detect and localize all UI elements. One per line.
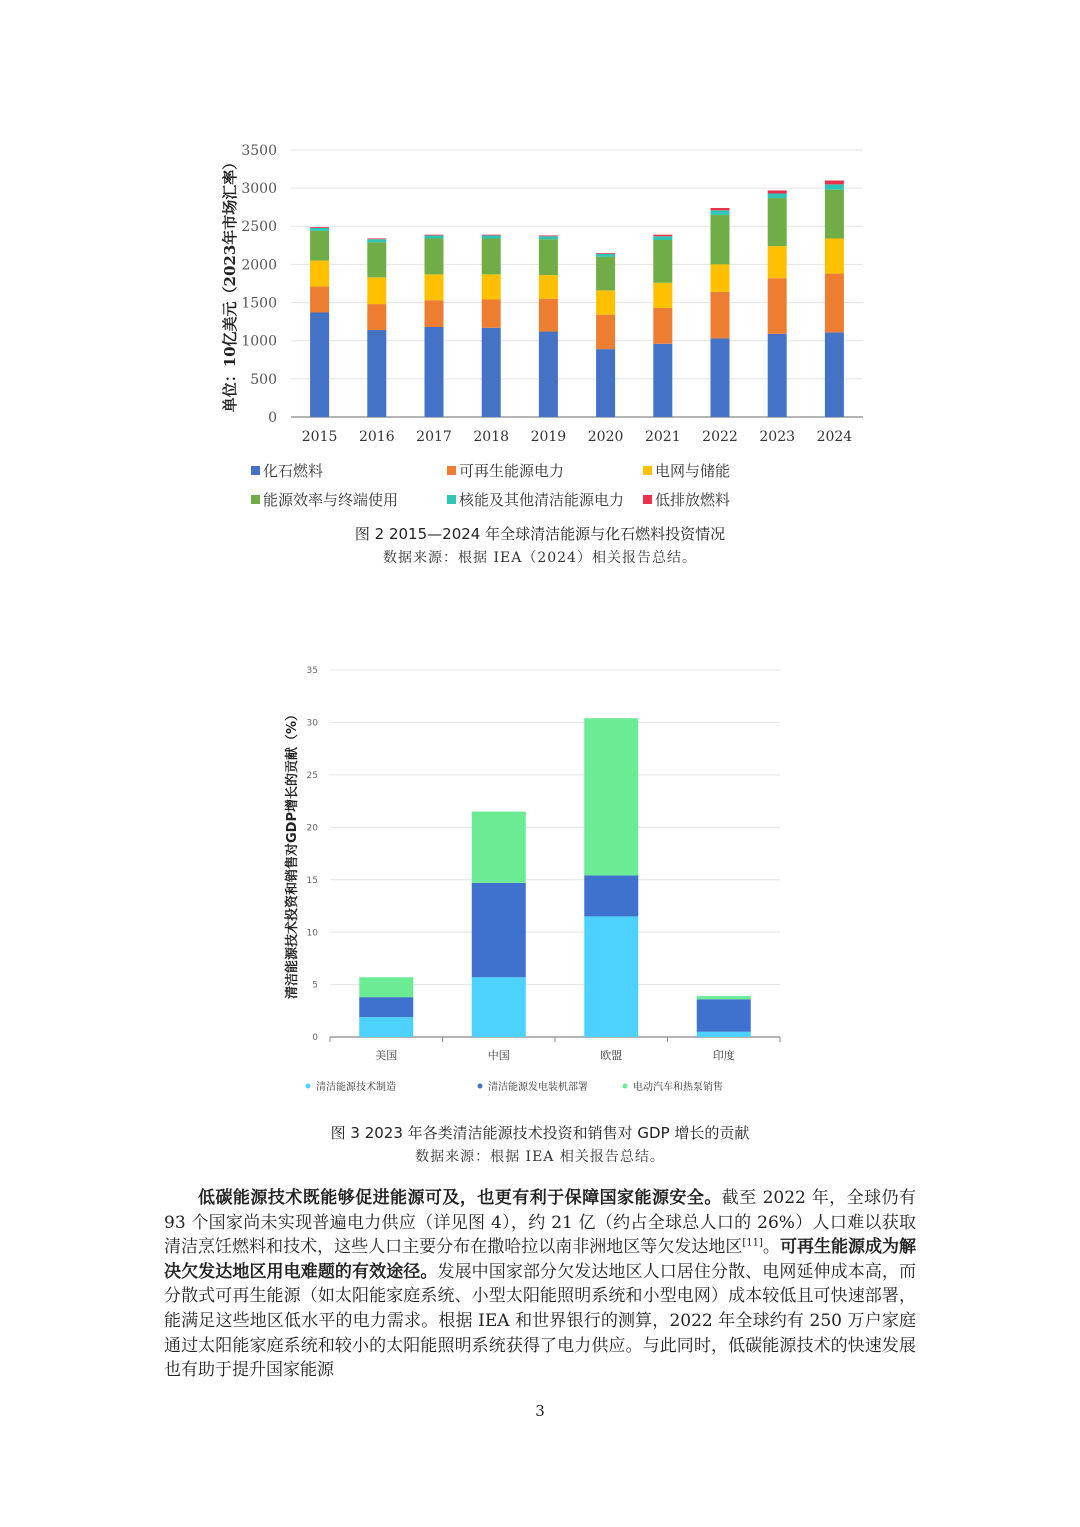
bar-segment-5 <box>367 239 386 242</box>
bar-segment-2 <box>310 287 329 313</box>
bar-segment-2 <box>539 299 558 332</box>
figure2-caption-block <box>0 523 1080 567</box>
bar-segment-1 <box>768 334 787 417</box>
bar-segment-5 <box>539 236 558 239</box>
paragraph-text-2: 。 <box>762 1237 780 1258</box>
bar-segment-6 <box>482 235 501 236</box>
bar-segment-3 <box>653 283 672 308</box>
bar-segment-5 <box>768 193 787 198</box>
bar-segment-4 <box>711 215 730 265</box>
bar-segment-3 <box>359 977 413 997</box>
bar-segment-4 <box>310 231 329 261</box>
bar-segment-4 <box>482 238 501 274</box>
bar-segment-2 <box>711 292 730 339</box>
y-tick-label: 2500 <box>241 219 277 236</box>
y-tick-label: 35 <box>306 666 318 677</box>
legend-label: 清洁能源技术制造 <box>316 1082 396 1093</box>
legend-label: 能源效率与终端使用 <box>263 491 399 509</box>
figure3-caption: 图 3 2023 年各类清洁能源技术投资和销售对 GDP 增长的贡献 <box>330 1124 750 1142</box>
y-tick-label: 30 <box>306 718 318 729</box>
bar-segment-2 <box>425 300 444 327</box>
bar-segment-6 <box>825 181 844 185</box>
bar-segment-4 <box>825 190 844 239</box>
paragraph-text-1: 截至 2022 年，全球仍有 93 个国家尚未实现普遍电力供应（详见图 4），约 21 亿（约占全球总人口的 26%）人口难以获取清洁烹饪燃料和技术，这些人口主要分布在撒哈拉以南非洲地区等欠发达地区 <box>164 1188 917 1258</box>
body-paragraph <box>164 1186 916 1383</box>
legend-swatch <box>251 466 260 475</box>
bar-segment-1 <box>539 332 558 417</box>
bar-segment-6 <box>367 238 386 239</box>
bar-segment-3 <box>425 274 444 300</box>
x-tick-label: 2015 <box>301 429 338 445</box>
bar-segment-2 <box>697 999 751 1032</box>
bar-segment-1 <box>482 328 501 417</box>
bar-segment-4 <box>425 238 444 274</box>
bar-segment-3 <box>472 812 526 883</box>
bar-segment-6 <box>425 235 444 236</box>
bar-segment-5 <box>653 236 672 240</box>
legend-label: 化石燃料 <box>263 462 324 480</box>
legend-swatch <box>643 466 652 475</box>
bar-segment-6 <box>596 253 615 254</box>
y-axis-label: 清洁能源技术投资和销售对GDP增长的贡献（%） <box>285 707 300 1000</box>
bar-segment-4 <box>596 257 615 291</box>
y-tick-label: 0 <box>268 409 277 426</box>
legend-swatch <box>251 495 260 504</box>
bar-segment-2 <box>367 304 386 330</box>
legend-swatch <box>306 1084 311 1089</box>
bar-segment-2 <box>472 883 526 977</box>
x-tick-label: 中国 <box>487 1049 510 1062</box>
x-tick-label: 2019 <box>530 429 567 445</box>
bar-segment-3 <box>584 718 638 875</box>
x-tick-label: 印度 <box>712 1049 735 1062</box>
y-tick-label: 3000 <box>241 181 277 198</box>
paragraph-text-3: 发展中国家部分欠发达地区人口居住分散、电网延伸成本高，而分散式可再生能源（如太阳能家庭系统、小型太阳能照明系统和小型电网）成本较低且可快速部署，能满足这些地区低水平的电力需求。根据 IEA 和世界银行的测算，2022 年全球约有 250 万户家庭通过太阳能家庭系统和较小的太阳能照明系统获得了电力供应。与此同时，低碳能源技术的快速发展也有助于提升国家能源 <box>164 1261 917 1381</box>
bar-segment-5 <box>482 235 501 238</box>
legend-swatch <box>447 466 456 475</box>
legend-label: 电网与储能 <box>655 462 731 480</box>
bar-segment-4 <box>768 198 787 246</box>
bar-segment-2 <box>768 278 787 334</box>
x-tick-label: 美国 <box>375 1049 398 1062</box>
legend-swatch <box>447 495 456 504</box>
bar-segment-5 <box>825 184 844 189</box>
bar-segment-4 <box>539 239 558 275</box>
y-tick-label: 1500 <box>241 295 277 312</box>
paragraph-bold-1: 低碳能源技术既能够促进能源可及，也更有利于保障国家能源安全。 <box>198 1188 722 1208</box>
bar-segment-2 <box>359 997 413 1017</box>
bar-segment-3 <box>596 290 615 314</box>
bar-segment-2 <box>584 876 638 917</box>
bar-segment-1 <box>653 344 672 417</box>
chart-investment-2015-2024 <box>221 143 863 509</box>
x-tick-label: 2017 <box>416 429 452 445</box>
legend-label: 可再生能源电力 <box>459 462 565 480</box>
bar-segment-3 <box>825 238 844 273</box>
bar-segment-5 <box>425 235 444 238</box>
bar-segment-1 <box>825 332 844 417</box>
bar-segment-2 <box>825 274 844 333</box>
figure2-source: 数据来源：根据 IEA（2024）相关报告总结。 <box>383 550 697 566</box>
y-tick-label: 10 <box>306 928 318 939</box>
bar-segment-5 <box>310 228 329 231</box>
y-tick-label: 500 <box>250 371 277 388</box>
paragraph-bold-2: 可再生能源成为解决欠发达地区用电难题的有效途径。 <box>164 1237 917 1282</box>
bar-segment-1 <box>425 327 444 417</box>
bar-segment-1 <box>584 916 638 1037</box>
y-tick-label: 3500 <box>241 142 277 159</box>
legend-swatch <box>478 1084 483 1089</box>
y-tick-label: 5 <box>312 980 318 991</box>
bar-segment-3 <box>482 274 501 299</box>
bar-segment-1 <box>711 338 730 417</box>
y-tick-label: 20 <box>306 823 318 834</box>
legend-swatch <box>643 495 652 504</box>
x-tick-label: 2024 <box>816 429 853 445</box>
x-tick-label: 欧盟 <box>600 1049 623 1062</box>
bar-segment-6 <box>653 235 672 237</box>
bar-segment-6 <box>711 208 730 210</box>
bar-segment-4 <box>653 240 672 283</box>
chart-gdp-contribution-2023 <box>284 666 780 1093</box>
bar-segment-6 <box>310 227 329 228</box>
bar-segment-3 <box>697 996 751 999</box>
y-tick-label: 25 <box>306 771 318 782</box>
legend-label: 清洁能源发电装机部署 <box>488 1082 588 1093</box>
y-tick-label: 15 <box>306 875 318 886</box>
legend-swatch <box>623 1084 628 1089</box>
y-tick-label: 2000 <box>241 257 277 274</box>
page-number: 3 <box>535 1402 545 1420</box>
bar-segment-3 <box>539 275 558 299</box>
figure3-caption-block <box>0 1122 1080 1166</box>
x-tick-label: 2016 <box>358 429 395 445</box>
x-tick-label: 2021 <box>644 429 681 445</box>
bar-segment-1 <box>472 977 526 1037</box>
x-tick-label: 2022 <box>702 429 738 445</box>
figure2-caption: 图 2 2015—2024 年全球清洁能源与化石燃料投资情况 <box>354 525 726 543</box>
legend-label: 低排放燃料 <box>655 491 731 509</box>
x-tick-label: 2018 <box>473 429 510 445</box>
bar-segment-5 <box>711 210 730 215</box>
y-tick-label: 1000 <box>241 333 277 350</box>
bar-segment-1 <box>367 330 386 417</box>
legend-label: 电动汽车和热泵销售 <box>633 1082 723 1093</box>
bar-segment-2 <box>596 315 615 349</box>
bar-segment-2 <box>482 300 501 328</box>
legend-label: 核能及其他清洁能源电力 <box>459 491 625 509</box>
bar-segment-4 <box>367 242 386 277</box>
bar-segment-3 <box>310 261 329 287</box>
bar-segment-1 <box>310 312 329 417</box>
bar-segment-3 <box>768 246 787 278</box>
bar-segment-6 <box>768 190 787 193</box>
bar-segment-1 <box>697 1032 751 1037</box>
bar-segment-2 <box>653 308 672 344</box>
x-tick-label: 2020 <box>587 429 624 445</box>
bar-segment-3 <box>367 277 386 304</box>
bar-segment-3 <box>711 264 730 291</box>
reference-11[interactable]: [11] <box>742 1237 763 1249</box>
x-tick-label: 2023 <box>759 429 796 445</box>
bar-segment-6 <box>539 235 558 236</box>
bar-segment-1 <box>596 349 615 417</box>
y-tick-label: 0 <box>312 1033 318 1044</box>
y-axis-label: 单位：10亿美元（2023年市场汇率） <box>221 154 239 413</box>
bar-segment-1 <box>359 1017 413 1037</box>
figure3-source: 数据来源：根据 IEA 相关报告总结。 <box>415 1149 665 1165</box>
bar-segment-5 <box>596 254 615 257</box>
